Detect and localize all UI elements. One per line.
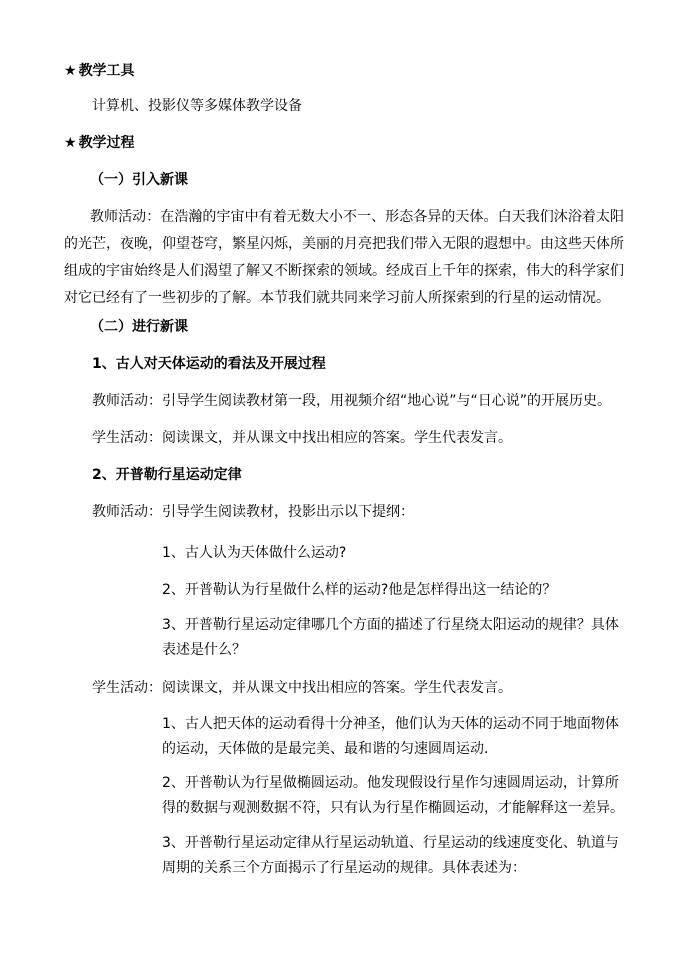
outline-question-2: 2、开普勒认为行星做什么样的运动?他是怎样得出这一结论的？ bbox=[162, 582, 557, 598]
process-heading bbox=[64, 134, 135, 152]
process-title: 教学过程 bbox=[78, 135, 135, 151]
tools-text: 计算机、投影仪等多媒体教学设备 bbox=[92, 98, 302, 114]
answer-1: 1、古人把天体的运动看得十分神圣，他们认为天体的运动不同于地面物体的运动，天体做的是最完美、最和谐的匀速圆周运动. bbox=[162, 716, 619, 757]
answer-2: 2、开普勒认为行星做椭圆运动。他发现假设行星作匀速圆周运动，计算所得的数据与观测数据不符，只有认为行星作椭圆运动，才能解释这一差异。 bbox=[162, 775, 624, 816]
sub2-heading: 2、开普勒行星运动定律 bbox=[92, 467, 242, 483]
tools-heading bbox=[64, 62, 135, 80]
sub2-student-activity: 学生活动：阅读课文，并从课文中找出相应的答案。学生代表发言。 bbox=[92, 680, 512, 696]
sub1-teacher-activity: 教师活动：引导学生阅读教材第一段，用视频介绍“地心说”与“日心说”的开展历史。 bbox=[92, 393, 612, 409]
sub1-heading: 1、古人对天体运动的看法及开展过程 bbox=[92, 356, 326, 372]
outline-question-1: 1、古人认为天体做什么运动? bbox=[162, 545, 347, 561]
part2-heading: （二）进行新课 bbox=[90, 319, 188, 335]
part1-paragraph: 教师活动：在浩瀚的宇宙中有着无数大小不一、形态各异的天体。白天我们沐浴着太阳的光芒，夜晚，仰望苍穹，繁星闪烁，美丽的月亮把我们带入无限的遐想中。由这些天体所组成的宇宙始终是人们渴望了解又不断探索的领域。经成百上千年的探索，伟大的科学家们对它已经有了一些初步的了解。本节我们就共同来学习前人所探索到的行星的运动情况。 bbox=[64, 209, 624, 306]
tools-title: 教学工具 bbox=[78, 63, 135, 79]
answer-3: 3、开普勒行星运动定律从行星运动轨道、行星运动的线速度变化、轨道与周期的关系三个方面揭示了行星运动的规律。具体表述为： bbox=[162, 835, 619, 876]
outline-question-3: 3、开普勒行星运动定律哪几个方面的描述了行星绕太阳运动的规律？具体表述是什么？ bbox=[162, 617, 619, 658]
star-icon: ★ bbox=[64, 63, 77, 79]
sub1-student-activity: 学生活动：阅读课文，并从课文中找出相应的答案。学生代表发言。 bbox=[92, 430, 512, 446]
sub2-teacher-activity: 教师活动：引导学生阅读教材，投影出示以下提纲： bbox=[92, 504, 414, 520]
star-icon: ★ bbox=[64, 135, 77, 151]
part1-heading: （一）引入新课 bbox=[90, 172, 188, 188]
